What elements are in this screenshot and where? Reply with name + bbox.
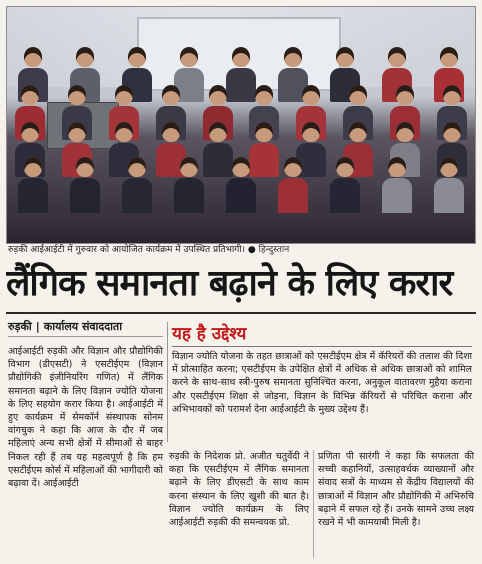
photo-floor (7, 213, 475, 243)
byline-separator: | (35, 320, 40, 333)
objective-box-title: यह है उद्देश्य (172, 324, 247, 344)
article-column-1: आईआईटी रुड़की और विज्ञान और प्रौद्योगिकी विभाग (डीएसटी) ने एसटीईएम (विज्ञान प्रौद्योगिकी इंजीनियरिंग गणित) में लैंगिक समानता बढ़ाने के लिए विज्ञान ज्योति योजना के लिए सहयोग करार किया है। आईआईटी में हुए कार्यक्रम में सेमकॉर्न संस्थापक सोनम वांगचुक ने कहा कि आज के दौर में जब महिलाएं अन्य सभी क्षेत्रों में सीमाओं से बाहर निकल रही हैं तब यह महत्वपूर्ण है कि हम एसटीईएम कोर्स में महिलाओं की भागीदारी को बढ़ावा दें। आईआईटी (8, 346, 163, 490)
photo-caption (8, 244, 478, 256)
camera-icon: ● (247, 245, 259, 255)
byline-reporter: कार्यालय संवाददाता (43, 320, 123, 333)
headline: लैंगिक समानता बढ़ाने के लिए करार (6, 258, 476, 314)
byline (8, 318, 163, 337)
objective-box-text: विज्ञान ज्योति योजना के तहत छात्राओं को एसटीईएम क्षेत्र में कॅरियरों की तलाश की दिशा में प्रोत्साहित करना; एसटीईएम के उपेक्षित क्षेत्रों में अधिक से अधिक छात्राओं को शामिल करने के साथ-साथ स्त्री-पुरुष समानता सुनिश्चित करना, अनुकूल वातावरण मुहैया कराना और एसटीईएम शिक्षा से जोड़ना, विज्ञान के विभिन्न कॅरियरों से परिचित कराना और अभिभावकों को परामर्श देना आईआईटी के मुख्य उद्देश्य हैं। (172, 351, 472, 415)
byline-place: रुड़की (8, 320, 32, 333)
news-photo (6, 6, 476, 244)
photo-caption-text: रुड़की आईआईटी में गुरुवार को आयोजित कार्यक्रम में उपस्थित प्रतिभागी। (8, 245, 248, 255)
article-column-2: रुड़की के निदेशक प्रो. अजीत चतुर्वेदी ने कहा कि एसटीईएम में लैंगिक समानता बढ़ाने के लिए डीएसटी के साथ काम करना संस्थान के लिए खुशी की बात है। विज्ञान ज्योति कार्यक्रम के लिए आईआईटी रुड़की की समन्वयक प्रो. (169, 451, 309, 529)
photo-credit: हिन्दुस्तान (258, 245, 290, 255)
article-column-3: प्रणिता पी सारंगी ने कहा कि सफलता की सच्ची कहानियों, उत्साहवर्धक व्याख्यानों और संवाद सत्रों के माध्यम से केंद्रीय विद्यालयों की छात्राओं में विज्ञान और प्रौद्योगिकी में अभिरुचि बढ़ाने में सफल रहे हैं। उनके सामने उच्च लक्ष्य रखने में भी कामयाबी मिली है। (318, 451, 474, 529)
column-divider (313, 450, 314, 558)
objective-box-rule (172, 346, 472, 347)
